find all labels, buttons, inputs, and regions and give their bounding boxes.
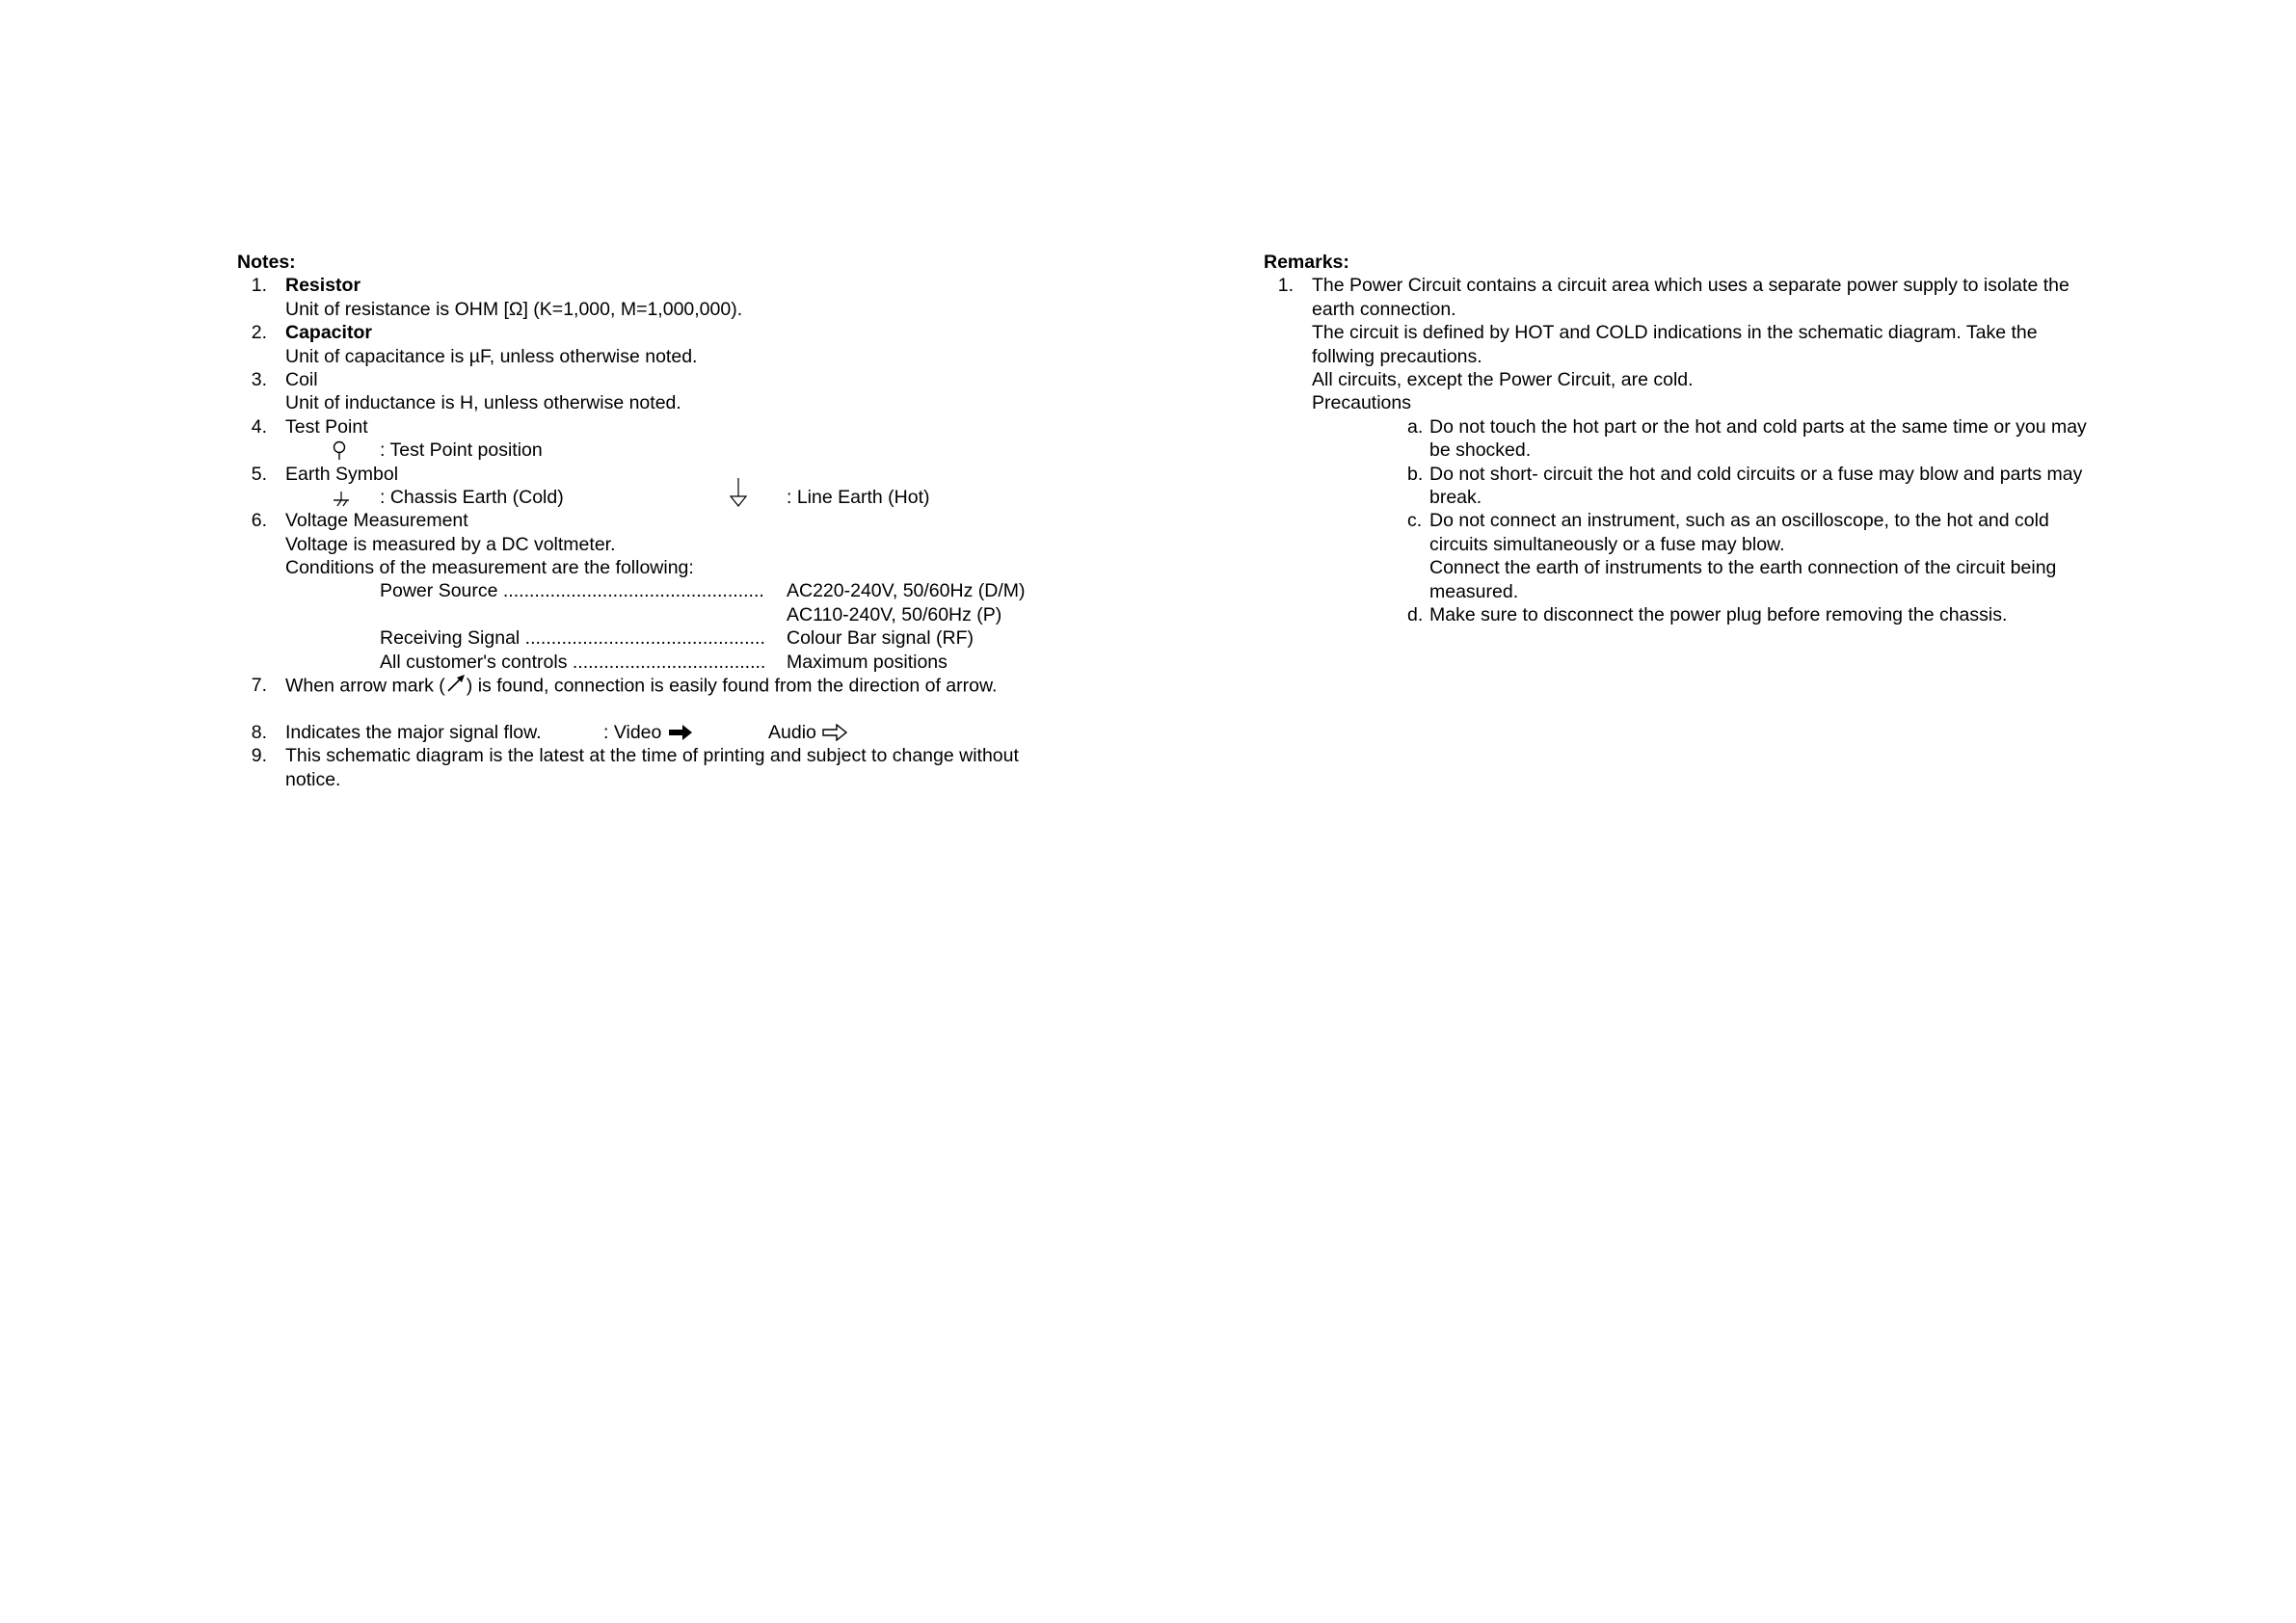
- remark-item-1: 1. The Power Circuit contains a circuit area which uses a separate power supply to isolate the earth connection. The circuit is defined by HOT and COLD indications in the schematic diagram. Take the follwing precautions. All circuits, except the Power Circuit, are cold. Precautions a. Do not touch the hot part or the hot and cold parts at the same time or you may be shocked. b. Do not short- circuit the hot and cold circuits or a fuse may blow and parts may break. c. Do not connect an instrument, such as an oscilloscope, to the hot and cold circuits simultaneously or a fuse may blow. Connect the earth of instruments to the earth connection of the circuit being measured. d. Make sure to disconnect the power plug before removing the chassis.: [1264, 274, 2131, 626]
- notes-heading: Notes:: [237, 252, 296, 273]
- precaution-text: Do not touch the hot part or the hot and cold parts at the same time or you may be shocked.: [1429, 415, 2087, 462]
- audio-label: Audio: [768, 721, 816, 743]
- note-text: When arrow mark ( ) is found, connection is easily found from the direction of arrow.: [285, 674, 997, 699]
- condition-value: AC110-240V, 50/60Hz (P): [787, 603, 1002, 625]
- note-text: This schematic diagram is the latest at the time of printing and subject to change without notice.: [285, 745, 1019, 790]
- note-title: Capacitor: [285, 322, 372, 344]
- note-text: Conditions of the measurement are the following:: [285, 557, 694, 579]
- precaution-item-b: b. Do not short- circuit the hot and cold circuits or a fuse may blow and parts may break.: [1407, 463, 2083, 509]
- remarks-heading: Remarks:: [1264, 252, 1349, 273]
- note-text: Unit of capacitance is µF, unless otherwise noted.: [285, 345, 698, 367]
- note-item-8: 8. Indicates the major signal flow. : Video Audio: [237, 721, 1066, 744]
- precaution-item-d: d. Make sure to disconnect the power plug before removing the chassis.: [1407, 604, 2008, 626]
- note-item-4: 4. Test Point: [251, 415, 368, 438]
- note-item-9: 9. This schematic diagram is the latest at the time of printing and subject to change without notice.: [237, 744, 1066, 791]
- remark-text: The Power Circuit contains a circuit area which uses a separate power supply to isolate the earth connection.: [1312, 275, 2069, 320]
- precaution-text: Do not short- circuit the hot and cold circuits or a fuse may blow and parts may break.: [1429, 463, 2083, 509]
- remarks-section: [1264, 251, 2131, 626]
- note-title: Resistor: [285, 275, 361, 297]
- condition-value: AC220-240V, 50/60Hz (D/M): [787, 580, 1026, 602]
- video-label: : Video: [603, 721, 662, 743]
- condition-label: Receiving Signal ..............................................: [380, 627, 765, 650]
- test-point-text: : Test Point position: [380, 439, 543, 462]
- condition-value: Maximum positions: [787, 651, 948, 673]
- line-earth-text: : Line Earth (Hot): [787, 486, 930, 508]
- note-item-7: 7. When arrow mark ( ) is found, connection is easily found from the direction of arrow.: [237, 674, 1066, 697]
- condition-label: Power Source ..................................................: [380, 580, 764, 602]
- note-text: Unit of inductance is H, unless otherwise noted.: [285, 392, 681, 414]
- note-title: Voltage Measurement: [285, 510, 468, 532]
- precaution-text: Do not connect an instrument, such as an oscilloscope, to the hot and cold circuits simultaneously or a fuse may blow.: [1429, 510, 2049, 555]
- precaution-item-c: c. Do not connect an instrument, such as an oscilloscope, to the hot and cold circuits simultaneously or a fuse may blow. Connect the earth of instruments to the earth connection of the circuit being measured.: [1407, 509, 2104, 603]
- note-title: Coil: [285, 368, 318, 390]
- chassis-earth-text: : Chassis Earth (Cold): [380, 486, 564, 508]
- note-item-1: 1. Resistor: [251, 275, 361, 297]
- note-title: Earth Symbol: [285, 463, 399, 485]
- note-text: Voltage is measured by a DC voltmeter.: [285, 533, 616, 555]
- condition-row: [237, 579, 1066, 602]
- note-item-6: 6. Voltage Measurement: [251, 510, 468, 532]
- note-item-5: 5. Earth Symbol: [251, 463, 399, 485]
- note-text: Indicates the major signal flow.: [285, 721, 542, 743]
- note-item-3: 3. Coil: [251, 368, 318, 390]
- precaution-extra-text: Connect the earth of instruments to the earth connection of the circuit being measured.: [1429, 557, 2057, 602]
- arrow-mark-icon: [445, 674, 467, 699]
- note-text: Unit of resistance is OHM [Ω] (K=1,000, M=1,000,000).: [285, 298, 743, 320]
- condition-row: [237, 626, 1066, 650]
- precaution-text: Make sure to disconnect the power plug before removing the chassis.: [1429, 604, 2008, 626]
- condition-label: All customer's controls .....................................: [380, 651, 766, 673]
- precaution-item-a: a. Do not touch the hot part or the hot and cold parts at the same time or you may be shocked.: [1407, 415, 2087, 462]
- note-item-2: 2. Capacitor: [251, 322, 372, 344]
- remark-text: All circuits, except the Power Circuit, are cold.: [1312, 369, 1694, 391]
- remark-text: The circuit is defined by HOT and COLD indications in the schematic diagram. Take the follwing precautions.: [1312, 322, 2038, 367]
- notes-section: [237, 251, 1066, 791]
- precautions-label: Precautions: [1312, 392, 1411, 414]
- condition-row: [237, 603, 1066, 626]
- condition-value: Colour Bar signal (RF): [787, 627, 974, 650]
- condition-row: [237, 651, 1066, 674]
- note-title: Test Point: [285, 415, 368, 438]
